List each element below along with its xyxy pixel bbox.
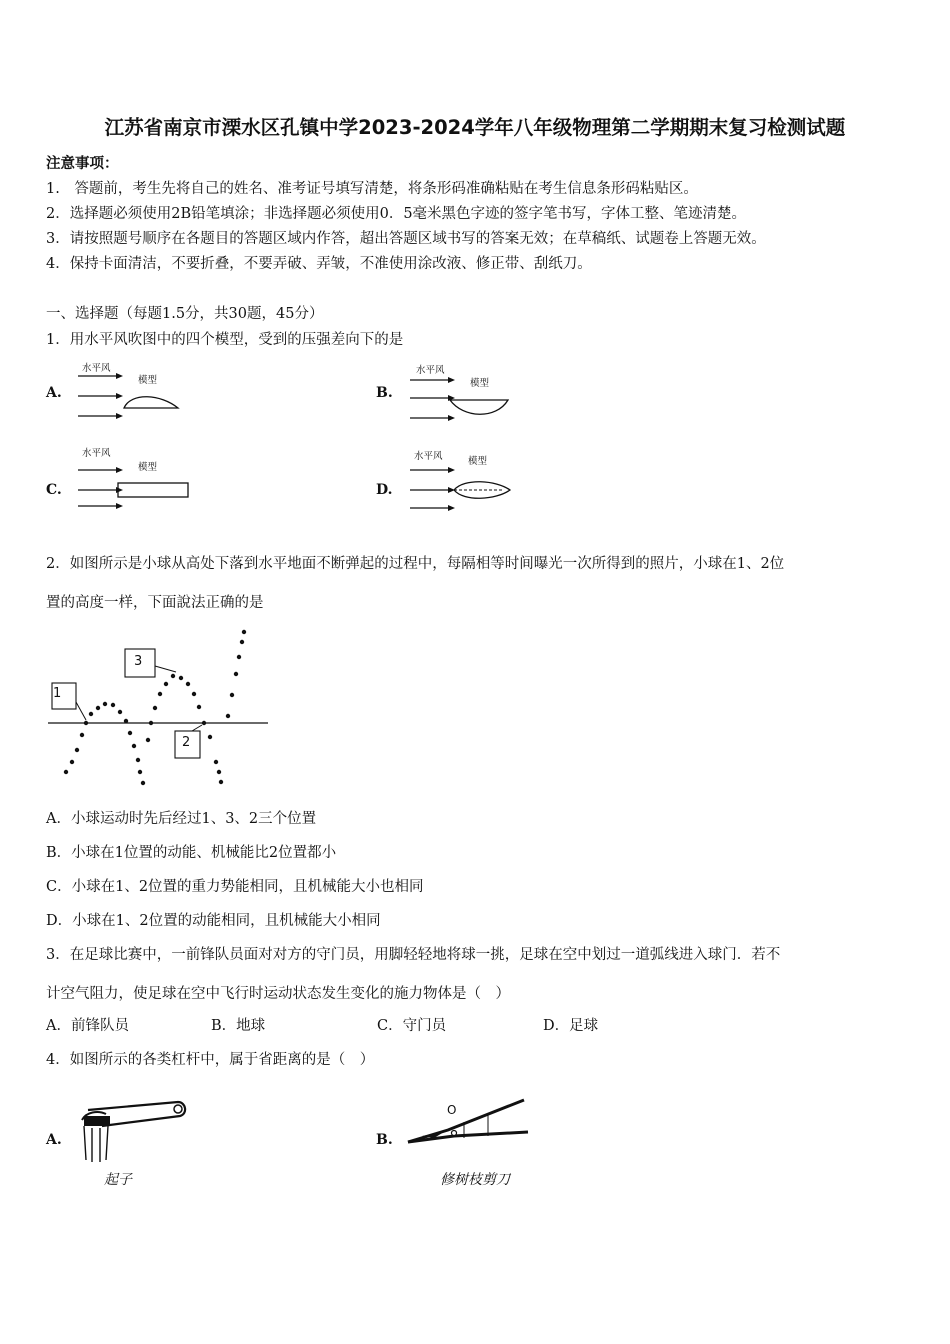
q3-stem-line2: 计空气阻力，使足球在空中飞行时运动状态发生变化的施力物体是（ ） [46, 986, 510, 1002]
q4b-caption: 修树枝剪刀 [440, 1172, 510, 1188]
q3-option-b: B．地球 [211, 1018, 266, 1034]
q1d-model-label: 模型 [468, 456, 488, 467]
q1a-figure [76, 372, 186, 424]
q2-option-a: A．小球运动时先后经过1、3、2三个位置 [46, 811, 317, 827]
q2-option-c: C．小球在1、2位置的重力势能相同，且机械能大小也相同 [46, 879, 424, 895]
q4-option-a-label: A. [46, 1132, 62, 1148]
notice-item-3: 3．请按照题号顺序在各题目的答题区域内作答，超出答题区域书写的答案无效；在草稿纸、试题卷上答题无效。 [46, 231, 766, 247]
section-heading: 一、选择题（每题1.5分，共30题，45分） [46, 306, 324, 322]
q1-stem: 1．用水平风吹图中的四个模型，受到的压强差向下的是 [46, 332, 404, 348]
q2-stem-line2: 置的高度一样，下面說法正确的是 [46, 595, 264, 611]
q1-option-b-label: B. [376, 385, 393, 401]
q3-option-d: D．足球 [543, 1018, 599, 1034]
notice-item-1: 1. 答题前，考生先将自己的姓名、准考证号填写清楚，将条形码准确粘贴在考生信息条形码粘贴区。 [46, 181, 698, 197]
q1d-wind-label: 水平风 [414, 451, 443, 462]
q2-fig-label-1: 1 [53, 686, 62, 701]
notice-item-2: 2．选择题必须使用2B铅笔填涂；非选择题必须使用0．5毫米黑色字迹的签字笔书写，字体工整、笔迹清楚。 [46, 206, 747, 222]
q1b-model-label: 模型 [470, 378, 490, 389]
q3-option-c: C．守门员 [377, 1018, 447, 1034]
q1b-wind-label: 水平风 [416, 365, 445, 376]
q1-option-d-label: D. [376, 482, 393, 498]
q1d-figure [408, 466, 518, 512]
q2-stem-line1: 2．如图所示是小球从高处下落到水平地面不断弹起的过程中，每隔相等时间曝光一次所得到的照片，小球在1、2位 [46, 556, 785, 572]
q2-option-d: D．小球在1、2位置的动能相同，且机械能大小相同 [46, 913, 381, 929]
q1c-figure [76, 462, 196, 510]
q2-fig-label-2: 2 [182, 735, 191, 750]
q2-option-b: B．小球在1位置的动能、机械能比2位置都小 [46, 845, 337, 861]
q2-fig-label-3: 3 [134, 654, 143, 669]
q1-option-a-label: A. [46, 385, 62, 401]
notice-heading: 注意事项： [46, 155, 119, 172]
q4-stem: 4．如图所示的各类杠杆中，属于省距离的是（ ） [46, 1052, 375, 1068]
q4a-bottle-opener-figure [76, 1098, 192, 1164]
q1a-model-label: 模型 [138, 375, 158, 386]
q4-option-b-label: B. [376, 1132, 393, 1148]
q4b-pivot-label: O [447, 1103, 457, 1117]
page-title: 江苏省南京市溧水区孔镇中学2023-2024学年八年级物理第二学期期末复习检测试题 [104, 116, 846, 139]
q1-option-c-label: C. [46, 482, 62, 498]
q4a-caption: 起子 [104, 1172, 132, 1188]
notice-item-4: 4．保持卡面清洁，不要折叠，不要弄破、弄皱，不准使用涂改液、修正带、刮纸刀。 [46, 256, 592, 272]
q1b-figure [408, 376, 518, 426]
q1a-wind-label: 水平风 [82, 363, 111, 374]
q1c-wind-label: 水平风 [82, 448, 111, 459]
q3-stem-line1: 3．在足球比赛中，一前锋队员面对对方的守门员，用脚轻轻地将球一挑，足球在空中划过一道弧线进入球门．若不 [46, 947, 781, 963]
q3-option-a: A．前锋队员 [46, 1018, 129, 1034]
q2-bounce-figure [44, 622, 274, 792]
q1c-model-label: 模型 [138, 462, 158, 473]
q4b-pruning-shears-figure [404, 1092, 534, 1154]
